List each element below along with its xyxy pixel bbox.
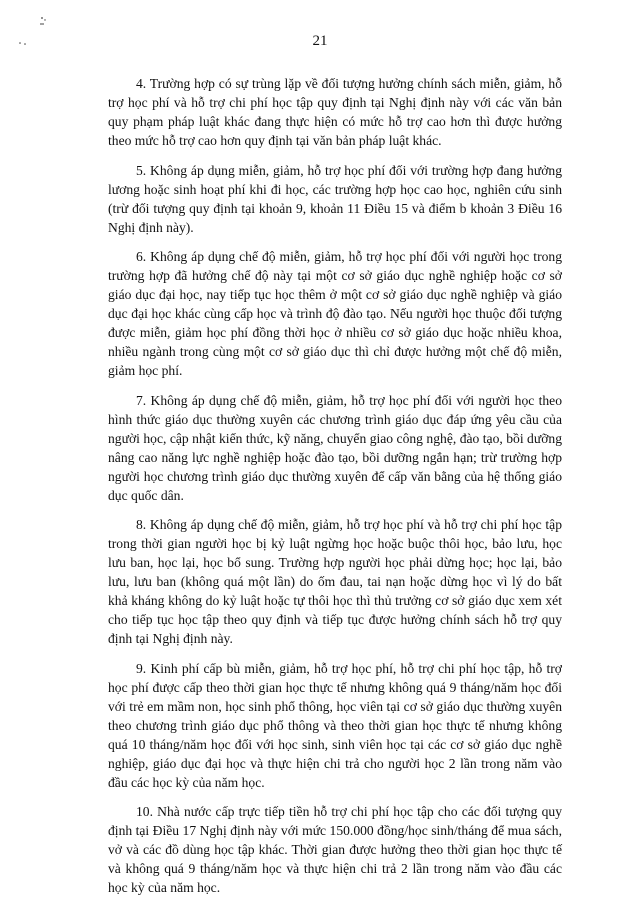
paragraph-10: 10. Nhà nước cấp trực tiếp tiền hỗ trợ chi phí học tập cho các đối tượng quy định tại Điều 17 Nghị định này với mức 150.000 đồng/học sinh/tháng để mua sách, vở và các đồ dùng học tập khác. Thời gian được hưởng theo thời gian học thực tế và không quá 9 tháng/năm học và thực hiện chi trả 2 lần trong năm vào đầu các học kỳ của năm học.	[108, 804, 562, 895]
document-body	[108, 74, 562, 908]
paragraph-7: 7. Không áp dụng chế độ miễn, giảm, hỗ trợ học phí đối với người học theo hình thức giáo dục thường xuyên các chương trình giáo dục đáp ứng yêu cầu của người học, cập nhật kiến thức, kỹ năng, chuyển giao công nghệ, đào tạo, bồi dưỡng nâng cao năng lực nghề nghiệp hoặc đào tạo, bồi dưỡng ngắn hạn; trừ trường hợp người học chương trình giáo dục thường xuyên để cấp văn bằng của hệ thống giáo dục quốc dân.	[108, 392, 562, 503]
paragraph-5: 5. Không áp dụng miễn, giảm, hỗ trợ học phí đối với trường hợp đang hưởng lương hoặc sinh hoạt phí khi đi học, các trường hợp học cao học, nghiên cứu sinh (trừ đối tượng quy định tại khoản 9, khoản 11 Điều 15 và điểm b khoản 3 Điều 16 Nghị định này).	[108, 162, 562, 235]
paragraph-6: 6. Không áp dụng chế độ miễn, giảm, hỗ trợ học phí đối với người học trong trường hợp đã hưởng chế độ này tại một cơ sở giáo dục nghề nghiệp hoặc cơ sở giáo dục đại học, nay tiếp tục học thêm ở một cơ sở giáo dục nghề nghiệp và giáo dục đại học khác cùng cấp học và trình độ đào tạo. Nếu người học thuộc đối tượng được miễn, giảm học phí đồng thời học ở nhiều cơ sở giáo dục hoặc nhiều khoa, nhiều ngành trong cùng một cơ sở giáo dục thì chỉ được hưởng một chế độ miễn, giảm học phí.	[108, 249, 562, 378]
paragraph-9: 9. Kinh phí cấp bù miễn, giảm, hỗ trợ học phí, hỗ trợ chi phí học tập, hỗ trợ học phí được cấp theo thời gian học thực tế nhưng không quá 9 tháng/năm học đối với trẻ em mầm non, học sinh phổ thông, học viên tại cơ sở giáo dục thường xuyên theo chương trình giáo dục phổ thông và theo thời gian học thực tế nhưng không quá 10 tháng/năm học đối với học sinh, sinh viên học tại các cơ sở giáo dục nghề nghiệp, giáo dục đại học và thực hiện chi trả cho người học 2 lần trong năm vào đầu các học kỳ của năm học.	[108, 660, 562, 790]
paragraph-8: 8. Không áp dụng chế độ miễn, giảm, hỗ trợ học phí và hỗ trợ chi phí học tập trong thời gian người học bị kỷ luật ngừng học hoặc buộc thôi học, bảo lưu, học lưu ban, học lại, học bổ sung. Trường hợp người học phải dừng học; học lại, bảo lưu, lưu ban (không quá một lần) do ốm đau, tai nạn hoặc dừng học vì lý do bất khả kháng không do kỷ luật hoặc tự thôi học thì thủ trưởng cơ sở giáo dục xem xét cho tiếp tục học tập theo quy định và tiếp tục được hưởng chính sách hỗ trợ quy định tại Nghị định này.	[108, 517, 562, 646]
paragraph-4: 4. Trường hợp có sự trùng lặp về đối tượng hưởng chính sách miễn, giảm, hỗ trợ học phí và hỗ trợ chi phí học tập quy định tại Nghị định này với các văn bản quy phạm pháp luật khác đang thực hiện có mức hỗ trợ cao hơn thì được hưởng theo mức hỗ trợ cao hơn quy định tại văn bản pháp luật khác.	[108, 76, 562, 148]
page-number: 21	[312, 33, 328, 49]
